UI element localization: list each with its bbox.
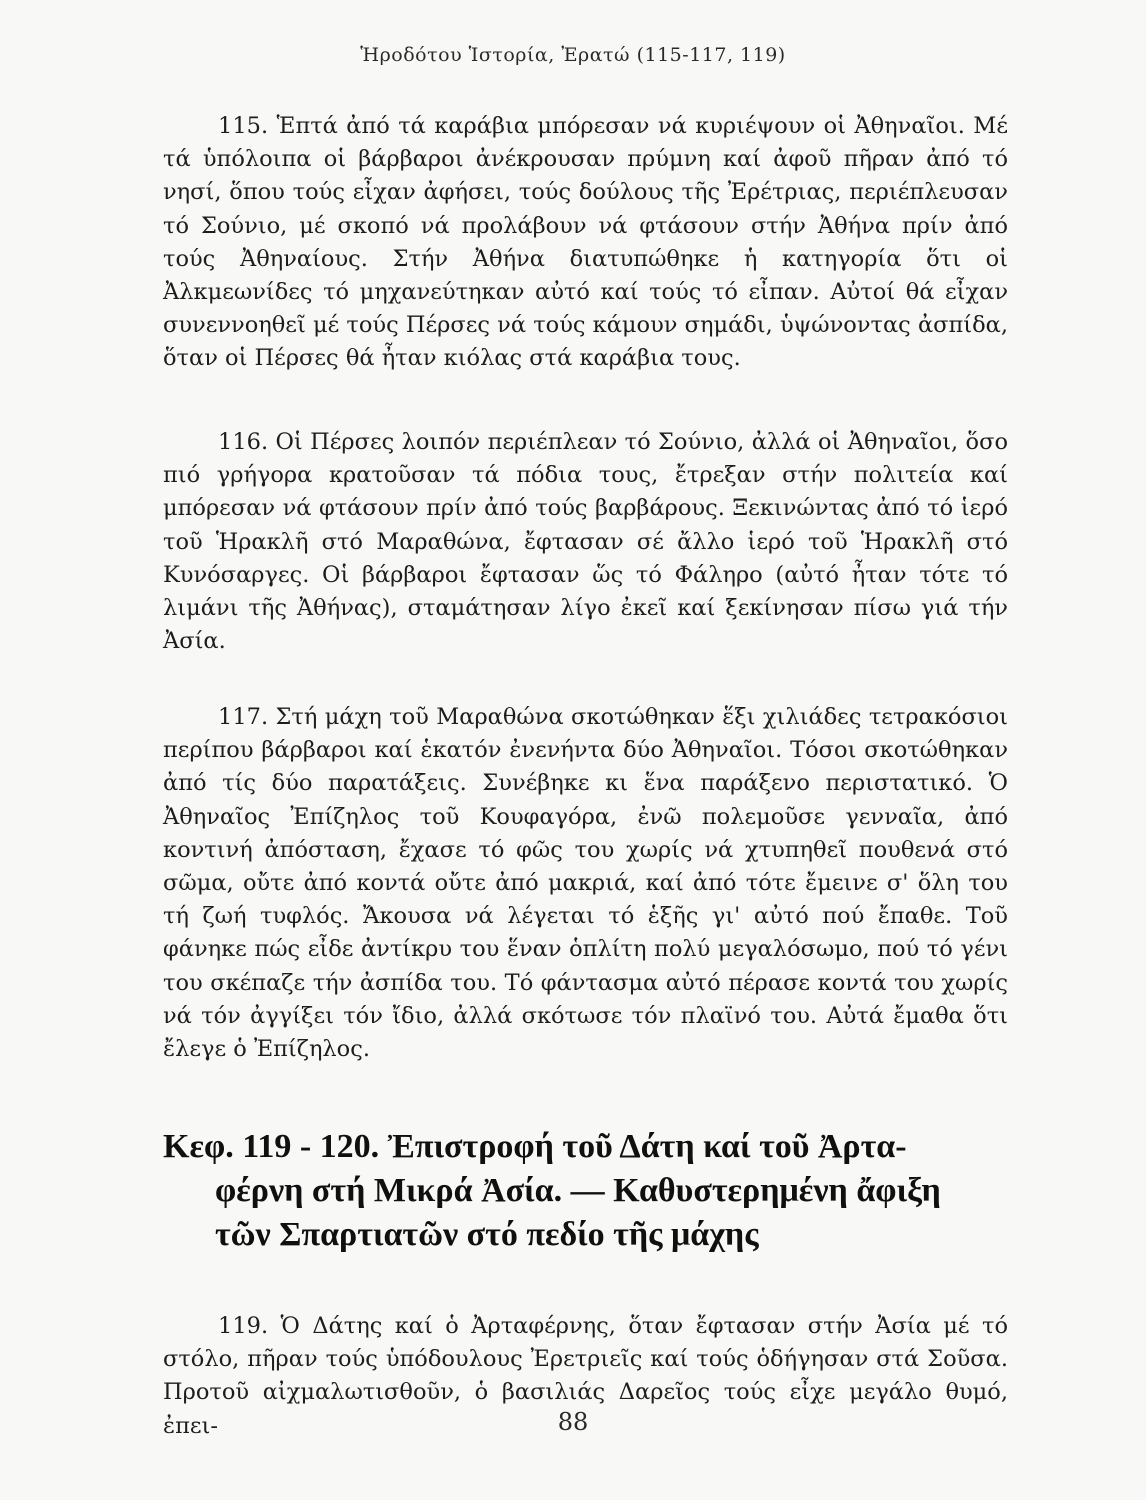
paragraph-119-text: 119. Ὁ Δάτης καί ὁ Ἀρταφέρνης, ὅταν ἔφτασαν στήν Ἀσία μέ τό στόλο, πῆραν τούς ὑπόδουλους Ἐρετριεῖς καί τούς ὁδήγησαν στά Σοῦσα. Προτοῦ αἰχμαλωτισθοῦν, ὁ βασιλιάς Δαρεῖος τούς εἶχε μεγάλο θυμό, ἐπει-: [163, 1313, 1008, 1439]
chapter-heading: [163, 1125, 1023, 1257]
chapter-heading-line-3: τῶν Σπαρτιατῶν στό πεδίο τῆς μάχης: [215, 1216, 759, 1253]
chapter-heading-line-2: φέρνη στή Μικρά Ἀσία. — Καθυστερημένη ἄφιξη: [215, 1172, 941, 1209]
paragraph-117: [163, 701, 1008, 1066]
paragraph-116-text: 116. Οἱ Πέρσες λοιπόν περιέπλεαν τό Σούνιο, ἀλλά οἱ Ἀθηναῖοι, ὅσο πιό γρήγορα κρατοῦσαν τά πόδια τους, ἔτρεξαν στήν πολιτεία καί μπόρεσαν νά φτάσουν πρίν ἀπό τούς βαρβάρους. Ξεκινώντας ἀπό τό ἱερό τοῦ Ἡρακλῆ στό Μαραθώνα, ἔφτασαν σέ ἄλλο ἱερό τοῦ Ἡρακλῆ στό Κυνόσαργες. Οἱ βάρβαροι ἔφτασαν ὥς τό Φάληρο (αὐτό ἦταν τότε τό λιμάνι τῆς Ἀθήνας), σταμάτησαν λίγο ἐκεῖ καί ξεκίνησαν πίσω γιά τήν Ἀσία.: [163, 429, 1008, 655]
chapter-heading-line-1: Κεφ. 119 - 120. Ἐπιστροφή τοῦ Δάτη καί τοῦ Ἀρτα-: [163, 1128, 907, 1165]
paragraph-115-text: 115. Ἑπτά ἀπό τά καράβια μπόρεσαν νά κυριέψουν οἱ Ἀθηναῖοι. Μέ τά ὑπόλοιπα οἱ βάρβαροι ἀνέκρουσαν πρύμνη καί ἀφοῦ πῆραν ἀπό τό νησί, ὅπου τούς εἶχαν ἀφήσει, τούς δούλους τῆς Ἐρέτριας, περιέπλευσαν τό Σούνιο, μέ σκοπό νά προλάβουν νά φτάσουν στήν Ἀθήνα πρίν ἀπό τούς Ἀθηναίους. Στήν Ἀθήνα διατυπώθηκε ἡ κατηγορία ὅτι οἱ Ἀλκμεωνίδες τό μηχανεύτηκαν αὐτό καί τούς τό εἶπαν. Αὐτοί θά εἶχαν συνεννοηθεῖ μέ τούς Πέρσες νά τούς κάμουν σημάδι, ὑψώνοντας ἀσπίδα, ὅταν οἱ Πέρσες θά ἦταν κιόλας στά καράβια τους.: [163, 113, 1008, 372]
paragraph-115: [163, 110, 1008, 376]
running-head-title: Ἡροδότου Ἱστορία, Ἐρατώ (115-117, 119): [360, 44, 786, 66]
paragraph-117-text: 117. Στή μάχη τοῦ Μαραθώνα σκοτώθηκαν ἕξι χιλιάδες τετρακόσιοι περίπου βάρβαροι καί ἑκατόν ἐνενήντα δύο Ἀθηναῖοι. Τόσοι σκοτώθηκαν ἀπό τίς δύο παρατάξεις. Συνέβηκε κι ἕνα παράξενο περιστατικό. Ὁ Ἀθηναῖος Ἐπίζηλος τοῦ Κουφαγόρα, ἐνῶ πολεμοῦσε γενναῖα, ἀπό κοντινή ἀπόσταση, ἔχασε τό φῶς του χωρίς νά χτυπηθεῖ πουθενά στό σῶμα, οὔτε ἀπό κοντά οὔτε ἀπό μακριά, καί ἀπό τότε ἔμεινε σ' ὅλη του τή ζωή τυφλός. Ἄκουσα νά λέγεται τό ἑξῆς γι' αὐτό πού ἔπαθε. Τοῦ φάνηκε πώς εἶδε ἀντίκρυ του ἕναν ὁπλίτη πολύ μεγαλόσωμο, πού τό γένι του σκέπαζε τήν ἀσπίδα του. Τό φάντασμα αὐτό πέρασε κοντά του χωρίς νά τόν ἀγγίξει τόν ἴδιο, ἀλλά σκότωσε τόν πλαϊνό του. Αὐτά ἔμαθα ὅτι ἔλεγε ὁ Ἐπίζηλος.: [163, 704, 1008, 1063]
page-number: 88: [557, 1408, 589, 1436]
paragraph-116: [163, 426, 1008, 658]
